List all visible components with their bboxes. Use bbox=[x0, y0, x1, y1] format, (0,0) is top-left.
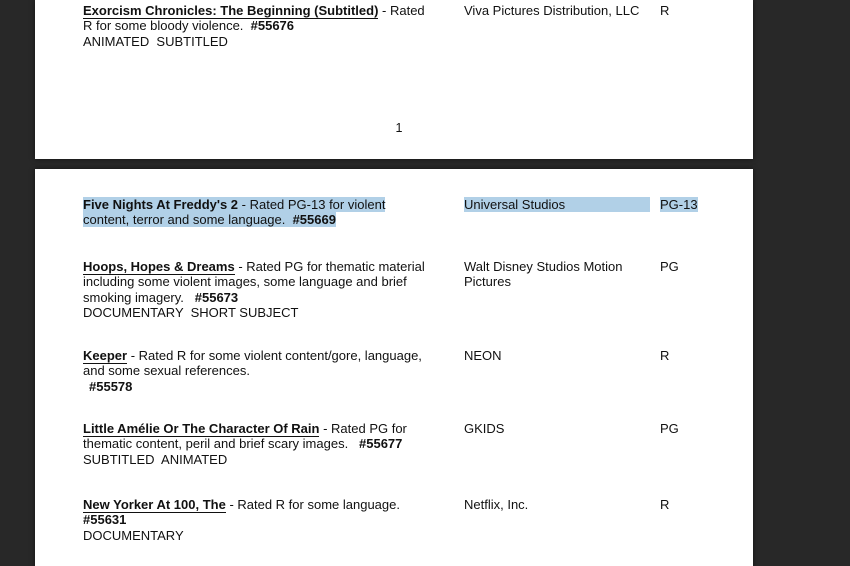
movie-rated-text: - Rated PG for thematic material bbox=[234, 259, 425, 274]
movie-tags: SUBTITLED ANIMATED bbox=[83, 451, 228, 467]
movie-title: New Yorker At 100, The bbox=[83, 497, 226, 512]
movie-text-column bbox=[83, 497, 451, 543]
movie-number: #55673 bbox=[194, 289, 239, 305]
distributor: Netflix, Inc. bbox=[464, 497, 529, 512]
movie-line-3 bbox=[83, 290, 451, 305]
distributor: Universal Studios bbox=[464, 197, 650, 212]
pdf-page-1 bbox=[35, 0, 753, 159]
movie-title: Exorcism Chronicles: The Beginning (Subtitled) bbox=[83, 3, 379, 18]
movie-text-column bbox=[83, 421, 451, 467]
movie-line-1 bbox=[83, 197, 451, 212]
pdf-page-2 bbox=[35, 169, 753, 566]
movie-line-1 bbox=[83, 497, 451, 512]
distributor: GKIDS bbox=[464, 421, 505, 436]
movie-rated-text: - Rated R for some violent content/gore, language, bbox=[127, 348, 422, 363]
movie-text-column bbox=[83, 259, 451, 321]
movie-tags: DOCUMENTARY SHORT SUBJECT bbox=[83, 305, 299, 321]
rating-value: PG-13 bbox=[660, 197, 698, 212]
page-number: 1 bbox=[395, 121, 403, 135]
movie-rated-text: - Rated R for some language. bbox=[225, 497, 400, 512]
movie-line-2 bbox=[83, 512, 451, 527]
movie-number: #55631 bbox=[83, 512, 127, 528]
rating-value: R bbox=[660, 348, 670, 363]
movie-number: #55676 bbox=[250, 18, 295, 34]
movie-line-1 bbox=[83, 259, 451, 274]
movie-title: Keeper bbox=[83, 348, 128, 363]
movie-line-3 bbox=[83, 379, 451, 394]
movie-text-column bbox=[83, 3, 451, 49]
rating-value: R bbox=[660, 497, 670, 512]
rating-value: PG bbox=[660, 421, 679, 436]
movie-title: Little Amélie Or The Character Of Rain bbox=[83, 421, 320, 436]
movie-line-1 bbox=[83, 348, 451, 363]
distributor: Walt Disney Studios Motion Pictures bbox=[464, 259, 623, 290]
movie-rated-text: - Rated bbox=[378, 3, 425, 18]
movie-text-column bbox=[83, 348, 451, 394]
movie-number: #55677 bbox=[359, 436, 403, 452]
movie-rated-text: thematic content, peril and brief scary images. bbox=[83, 436, 360, 452]
distributor: Viva Pictures Distribution, LLC bbox=[464, 3, 640, 18]
movie-rated-text: - Rated PG-13 for violent bbox=[238, 197, 386, 212]
movie-rated-text: smoking imagery. bbox=[83, 289, 195, 305]
movie-rated-text: - Rated PG for bbox=[319, 421, 407, 436]
rating-value: R bbox=[660, 3, 670, 18]
movie-tags: DOCUMENTARY bbox=[83, 527, 184, 543]
movie-title: Hoops, Hopes & Dreams bbox=[83, 259, 235, 274]
movie-text-column bbox=[83, 197, 451, 228]
movie-title: Five Nights At Freddy's 2 bbox=[83, 197, 239, 212]
movie-line-2 bbox=[83, 18, 451, 33]
movie-number: #55669 bbox=[292, 212, 336, 228]
movie-rated-text: content, terror and some language. bbox=[83, 212, 293, 228]
movie-rated-text: R for some bloody violence. bbox=[83, 18, 251, 34]
movie-line-2 bbox=[83, 436, 451, 451]
movie-line-1 bbox=[83, 421, 451, 436]
distributor: NEON bbox=[464, 348, 502, 363]
movie-line-2 bbox=[83, 212, 451, 227]
movie-line-2: and some sexual references. bbox=[83, 363, 250, 379]
movie-number: #55578 bbox=[89, 378, 133, 394]
movie-line-2: including some violent images, some language and brief bbox=[83, 274, 407, 290]
rating-value: PG bbox=[660, 259, 679, 274]
movie-tags: ANIMATED SUBTITLED bbox=[83, 33, 228, 49]
movie-line-1 bbox=[83, 3, 451, 18]
